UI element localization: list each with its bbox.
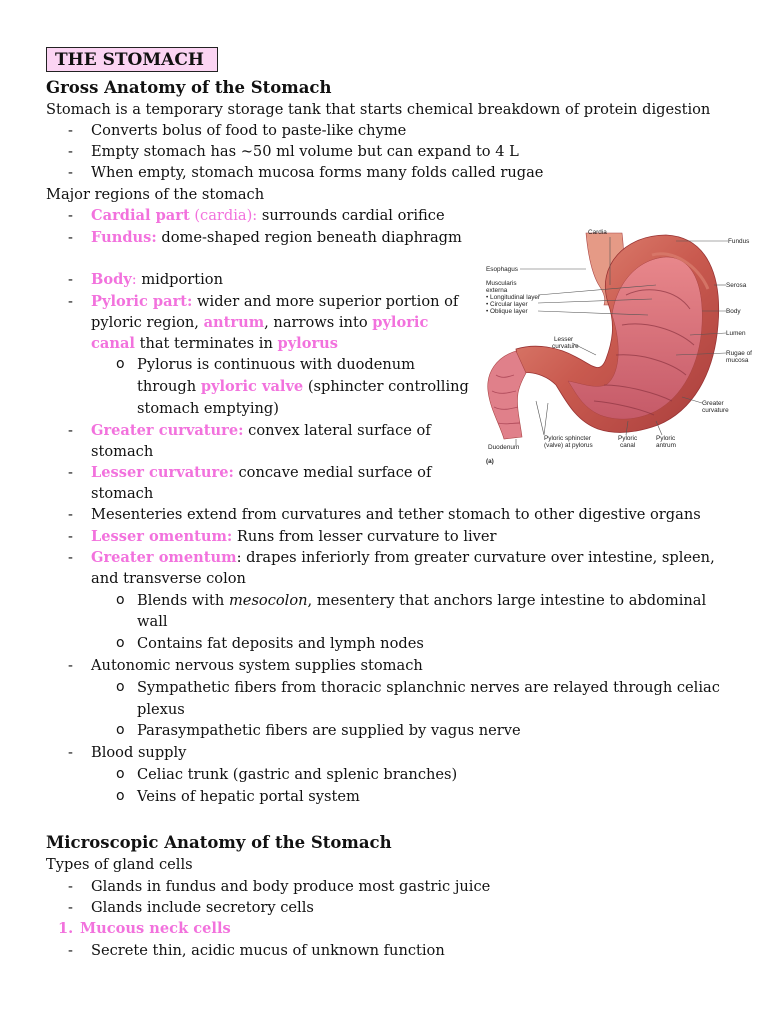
label-oblique-layer: • Oblique layer <box>486 308 528 315</box>
mesocolon-text: Blends with <box>137 592 229 609</box>
label-mucosa: mucosa <box>726 357 749 364</box>
term-canal: canal <box>91 335 135 352</box>
bullet-text: When empty, stomach mucosa forms many folds called rugae <box>91 164 544 181</box>
pyloric-line-1 <box>91 291 458 312</box>
pyloric-text: pyloric region, <box>91 314 204 331</box>
lesser-omentum-line <box>91 526 497 547</box>
page-title: THE STOMACH <box>46 47 218 72</box>
label-greater: Greater <box>702 400 724 407</box>
greater-omentum-line <box>91 547 715 568</box>
bullet-dash: - <box>68 122 73 139</box>
fundus-line <box>91 227 462 248</box>
pyloric-text: wider and more superior portion of <box>192 293 459 310</box>
bullet-dash: - <box>68 549 73 566</box>
term-lesser-curvature: Lesser curvature: <box>91 464 234 481</box>
bullet-dash: - <box>68 164 73 181</box>
blood-supply-line: Blood supply <box>91 744 187 761</box>
cardial-part-line <box>91 205 445 226</box>
greater-omentum-text: : drapes inferiorly from greater curvature over intestine, spleen, <box>236 549 715 566</box>
bullet-dash: - <box>68 293 73 310</box>
sub-bullet: o <box>116 592 125 608</box>
bullet-dash: - <box>68 878 73 895</box>
body-text: midportion <box>136 271 223 288</box>
term-fundus: Fundus: <box>91 229 157 246</box>
greater-omentum-cont: and transverse colon <box>91 570 246 587</box>
label-muscularis: Muscularis <box>486 280 517 287</box>
mesocolon-line <box>137 590 706 611</box>
term-pyloric: pyloric <box>372 314 429 331</box>
bullet-dash: - <box>68 657 73 674</box>
term-pyloric-valve: pyloric valve <box>200 378 304 395</box>
label-lesser: Lesser <box>554 336 574 343</box>
gland-types-label: Types of gland cells <box>46 856 193 873</box>
label-longitudinal-layer: • Longitudinal layer <box>486 294 541 301</box>
bullet-dash: - <box>68 207 73 224</box>
sub-bullet: o <box>116 766 125 782</box>
label-pyloric-sphincter: Pyloric sphincter <box>544 435 591 442</box>
fundus-text: dome-shaped region beneath diaphragm <box>156 229 462 246</box>
pyloric-text: that terminates in <box>134 335 278 352</box>
label-circular-layer: • Circular layer <box>486 301 528 308</box>
pylorus-sub-2 <box>137 376 469 397</box>
label-duodenum: Duodenum <box>488 444 520 451</box>
label-pyloric-canal: canal <box>620 442 636 449</box>
mucous-neck-cells-heading: Mucous neck cells <box>80 920 231 937</box>
cardial-text: surrounds cardial orifice <box>257 207 445 224</box>
fat-deposits-line: Contains fat deposits and lymph nodes <box>137 635 424 652</box>
pyloric-text: , narrows into <box>264 314 373 331</box>
body-line <box>91 269 223 290</box>
bullet-dash: - <box>68 942 73 959</box>
greater-curvature-text: convex lateral surface of <box>243 422 431 439</box>
figure-label: (a) <box>486 458 494 465</box>
label-cardia: Cardia <box>588 229 607 236</box>
term-pylorus: pylorus <box>277 335 338 352</box>
sub-bullet: o <box>116 356 125 372</box>
pyloric-line-2 <box>91 312 428 333</box>
label-valve-at-pylorus: (valve) at pylorus <box>544 442 593 449</box>
label-pyloric: Pyloric <box>656 435 676 442</box>
sub-bullet: o <box>116 722 125 738</box>
label-lumen: Lumen <box>726 330 746 337</box>
bullet-dash: - <box>68 528 73 545</box>
bullet-dash: - <box>68 422 73 439</box>
lesser-omentum-text: Runs from lesser curvature to liver <box>232 528 497 545</box>
lesser-curvature-cont: stomach <box>91 485 154 502</box>
lesser-curvature-text: concave medial surface of <box>233 464 432 481</box>
bullet-dash: - <box>68 744 73 761</box>
lesser-curvature-line <box>91 462 431 483</box>
bullet-text: Glands in fundus and body produce most gastric juice <box>91 878 491 895</box>
bullet-dash: - <box>68 271 73 288</box>
bullet-dash: - <box>68 506 73 523</box>
term-mesocolon: mesocolon <box>228 592 308 609</box>
bullet-text: Secrete thin, acidic mucus of unknown function <box>91 942 445 959</box>
label-rugae: Rugae of <box>726 350 752 357</box>
bullet-text: Empty stomach has ~50 ml volume but can expand to 4 L <box>91 143 519 160</box>
label-fundus: Fundus <box>728 238 750 245</box>
microscopic-anatomy-heading: Microscopic Anatomy of the Stomach <box>46 833 392 852</box>
label-serosa: Serosa <box>726 282 747 289</box>
pylorus-text: (sphincter controlling <box>303 378 469 395</box>
mesenteries-line: Mesenteries extend from curvatures and tether stomach to other digestive organs <box>91 506 701 523</box>
term-greater-omentum: Greater omentum <box>91 549 237 566</box>
portal-veins-line: Veins of hepatic portal system <box>137 788 360 805</box>
parasympathetic-line: Parasympathetic fibers are supplied by vagus nerve <box>137 722 521 739</box>
sympathetic-cont: plexus <box>137 701 185 718</box>
sympathetic-line: Sympathetic fibers from thoracic splanchnic nerves are relayed through celiac <box>137 679 720 696</box>
bullet-text: Converts bolus of food to paste-like chyme <box>91 122 407 139</box>
term-greater-curvature: Greater curvature: <box>91 422 244 439</box>
term-body-colon: : <box>131 271 137 288</box>
label-lesser-curvature: curvature <box>552 343 579 350</box>
label-body: Body <box>726 308 741 315</box>
bullet-dash: - <box>68 464 73 481</box>
bullet-text: Glands include secretory cells <box>91 899 314 916</box>
numbered-marker: 1. <box>58 920 74 937</box>
pylorus-sub-3: stomach emptying) <box>137 400 279 417</box>
celiac-trunk-line: Celiac trunk (gastric and splenic branches) <box>137 766 458 783</box>
term-cardial-part: Cardial part <box>91 207 190 224</box>
label-pyloric-antrum: antrum <box>656 442 676 449</box>
stomach-illustration <box>488 233 719 439</box>
label-pyloric: Pyloric <box>618 435 638 442</box>
pylorus-sub-1: Pylorus is continuous with duodenum <box>137 356 416 373</box>
greater-curvature-cont: stomach <box>91 443 154 460</box>
term-body: Body <box>91 271 132 288</box>
label-greater-curvature: curvature <box>702 407 729 414</box>
label-esophagus: Esophagus <box>486 266 518 273</box>
sub-bullet: o <box>116 635 125 651</box>
greater-curvature-line <box>91 420 431 441</box>
pyloric-line-3 <box>91 333 338 354</box>
mesocolon-text: , mesentery that anchors large intestine to abdominal <box>307 592 707 609</box>
stomach-anatomy-diagram <box>476 225 768 470</box>
term-antrum: antrum <box>203 314 265 331</box>
bullet-dash: - <box>68 899 73 916</box>
term-cardia: (cardia): <box>189 207 258 224</box>
bullet-dash: - <box>68 229 73 246</box>
stomach-intro: Stomach is a temporary storage tank that starts chemical breakdown of protein digestion <box>46 101 711 118</box>
term-lesser-omentum: Lesser omentum: <box>91 528 233 545</box>
bullet-dash: - <box>68 143 73 160</box>
label-externa: externa <box>486 287 508 294</box>
mesocolon-cont: wall <box>137 613 168 630</box>
term-pyloric-part: Pyloric part: <box>91 293 193 310</box>
pylorus-text: through <box>137 378 201 395</box>
gross-anatomy-heading: Gross Anatomy of the Stomach <box>46 78 332 97</box>
ans-line: Autonomic nervous system supplies stomach <box>91 657 423 674</box>
sub-bullet: o <box>116 788 125 804</box>
sub-bullet: o <box>116 679 125 695</box>
regions-label: Major regions of the stomach <box>46 186 265 203</box>
